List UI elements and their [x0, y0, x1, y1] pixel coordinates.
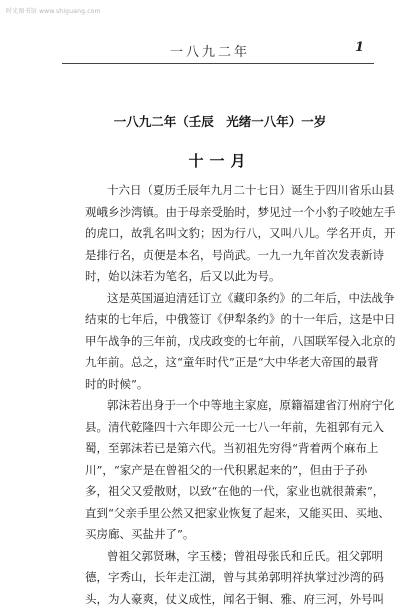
- page-number: 1: [355, 40, 364, 55]
- month-title: 十一月: [80, 150, 360, 171]
- text-line: 这是英国逼迫清廷订立《藏印条约》的二年后，中法战争: [85, 288, 355, 310]
- text-line: 买房廊、买盐井了”。: [85, 524, 355, 546]
- text-line: 县。清代乾隆四十六年即公元一七八一年前，先祖郭有元入: [85, 417, 355, 439]
- text-line: 时，始以沫若为笔名，后又以此为号。: [85, 266, 355, 288]
- text-line: 德，字秀山，长年走江湖，曾与其弟郭明祥执掌过沙湾的码: [85, 567, 355, 589]
- text-line: 蜀，至郭沫若已是第六代。当初祖先穷得“背着两个麻布上: [85, 438, 355, 460]
- running-head: 一八九二年: [170, 41, 250, 60]
- text-line: 多，祖父又爱散财，以致“在他的一代，家业也就很萧索”，: [85, 481, 355, 503]
- text-line: 时的时候”。: [85, 374, 355, 396]
- body-text: [85, 180, 355, 610]
- header-rule: [62, 63, 374, 64]
- text-line: 曾祖父郭贤琳，字玉楼；曾祖母张氏和丘氏。祖父郭明: [85, 546, 355, 568]
- text-line: 九年前。总之，这“童年时代”正是“大中华老大帝国的最背: [85, 352, 355, 374]
- text-line: 直到“父亲手里公然又把家业恢复了起来，又能买田、买地、: [85, 503, 355, 525]
- text-line: 头，为人豪爽，仗义成性，闻名于铜、雅、府三河，外号叫: [85, 589, 355, 610]
- text-line: 的虎口，故乳名叫文豹；因为行八，又叫八儿。学名开贞，开: [85, 223, 355, 245]
- watermark: 时光图书馆 www.shiguang.com: [6, 6, 101, 15]
- text-line: 观峨乡沙湾镇。由于母亲受胎时，梦见过一个小豹子咬她左手: [85, 202, 355, 224]
- text-line: 川”，“家产是在曾祖父的一代积累起来的”，但由于子孙: [85, 460, 355, 482]
- text-line: 十六日（夏历壬辰年九月二十七日）诞生于四川省乐山县: [85, 180, 355, 202]
- text-line: 郭沫若出身于一个中等地主家庭，原籍福建省汀州府宁化: [85, 395, 355, 417]
- text-line: 是排行名，贞便是本名，号尚武。一九一九年首次发表新诗: [85, 245, 355, 267]
- text-line: 甲午战争的三年前，戊戌政变的七年前，八国联军侵入北京的: [85, 331, 355, 353]
- text-line: 结束的七年后，中俄签订《伊犁条约》的十一年后，这是中日: [85, 309, 355, 331]
- year-title: 一八九二年（壬辰 光绪一八年）一岁: [80, 112, 360, 130]
